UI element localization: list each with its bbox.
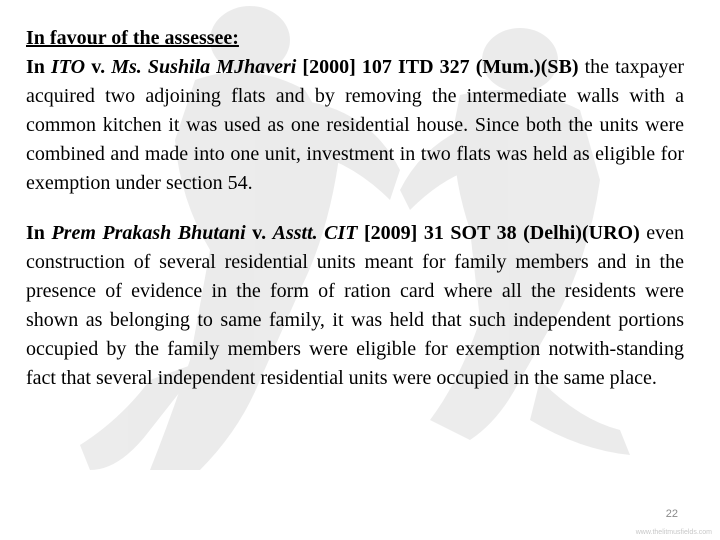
case-party-b: Ms. Sushila MJhaveri (111, 56, 297, 78)
case-prefix: In (26, 56, 52, 78)
case-versus: v. (245, 222, 273, 244)
case-prefix: In (26, 222, 52, 244)
case-paragraph-2 (26, 219, 684, 393)
slide-content (26, 24, 684, 393)
case-party-a: Prem Prakash Bhutani (51, 222, 246, 244)
case-citation: [2000] 107 ITD 327 (Mum.)(SB) (296, 56, 579, 78)
case-party-a: ITO (51, 56, 86, 78)
case-paragraph-1 (26, 53, 684, 198)
section-heading: In favour of the assessee: (26, 27, 239, 49)
footer-watermark: www.thelitmusfields.com (635, 529, 712, 536)
page-number: 22 (665, 508, 678, 520)
case-body: even construction of several residential units meant for family members and in the presence of evidence in the form of ration card where all the residents were shown as belonging to same family, it was held that such independent portions occupied by the family members were eligible for exemption notwith-standing fact that several independent residential units were occupied in the same place. (26, 222, 685, 389)
case-body: the taxpayer acquired two adjoining flats and by removing the intermediate walls with a common kitchen it was used as one residential house. Since both the units were combined and made into one unit, investment in two flats was held as eligible for exemption under section 54. (26, 56, 684, 194)
case-citation: [2009] 31 SOT 38 (Delhi)(URO) (357, 222, 640, 244)
case-party-b: Asstt. CIT (272, 222, 358, 244)
case-versus: v. (85, 56, 112, 78)
